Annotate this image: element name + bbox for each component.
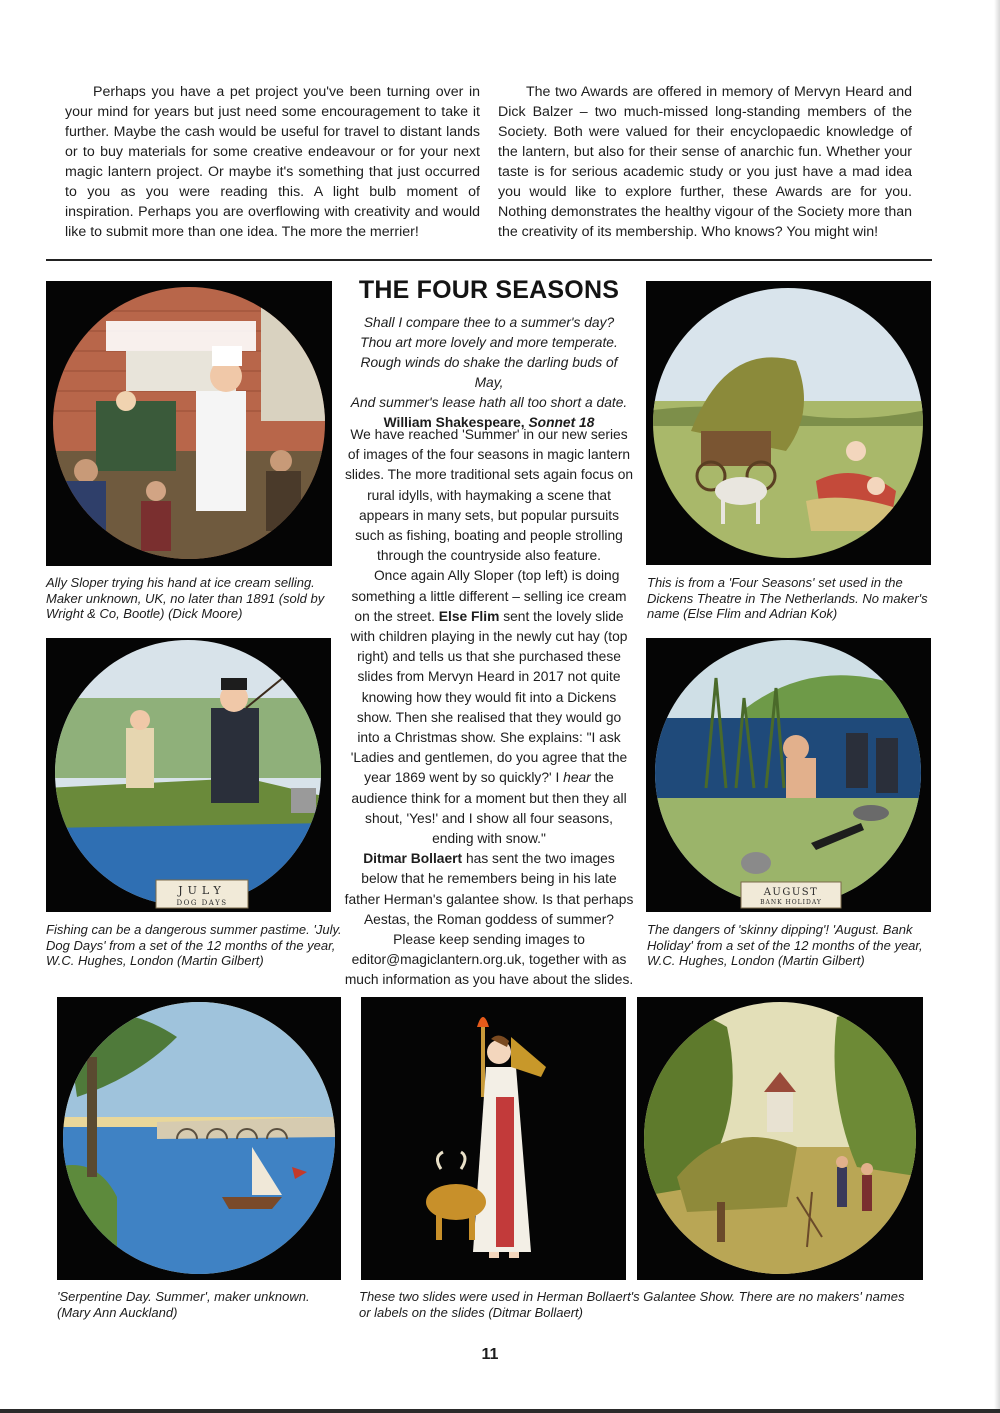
body-paragraph-3: [344, 849, 634, 930]
slide-label-august: AUGUST: [763, 887, 819, 898]
slide-haymaking-children: [646, 281, 931, 565]
contributor-name: Ditmar Bollaert: [363, 851, 463, 867]
body-paragraph-2: [344, 566, 634, 849]
slide-aestas-goddess: [361, 997, 626, 1280]
slide-july-dog-days: [46, 638, 331, 912]
intro-column-left: [65, 82, 480, 242]
august-bathing-illustration: [646, 638, 931, 912]
intro-column-right: [498, 82, 912, 242]
july-fishing-illustration: [46, 638, 331, 912]
caption-haymaking: This is from a 'Four Seasons' set used in the Dickens Theatre in The Netherlands. No maker's name (Else Flim and Adrian Kok): [647, 575, 928, 621]
caption-galantee: These two slides were used in Herman Bollaert's Galantee Show. There are no makers' names or labels on the slides (Ditmar Bollaert): [359, 1289, 905, 1320]
slide-ally-sloper: [46, 281, 332, 566]
body-text-span: the audience think for a moment but then they all shout, 'Yes!' and I show all four seasons, ending with snow.": [351, 770, 627, 847]
body-text-span: sent the lovely slide with children playing in the newly cut hay (top right) and tells us that she purchased these slides from Mervyn Heard in 2017 not quite knowing how they would fit into a Dickens show. Then she realised that they would go into a Christmas show. She explains: "I ask 'Ladies and gentlemen, do you agree that the year 1869 went by so quickly?' I: [350, 608, 628, 786]
intro-paragraph-left: Perhaps you have a pet project you've been turning over in your mind for years but just need some encouragement to take it further. Maybe the cash would be useful for travel to distant lands or to buy materials for some creative endeavour or for your next magic lantern project. Or maybe it's something that just occurred to you as you were reading this. A light bulb moment of inspiration. Perhaps you are overflowing with creativity and would like to submit more than one idea. The more the merrier!: [65, 84, 480, 240]
poem-line: Rough winds do shake the darling buds of May,: [360, 355, 618, 390]
slide-sublabel-august: BANK HOLIDAY: [760, 899, 822, 906]
section-divider: [46, 259, 932, 261]
caption-august: The dangers of 'skinny dipping'! 'August. Bank Holiday' from a set of the 12 months of the year, W.C. Hughes, London (Martin Gilbert): [647, 922, 923, 968]
attribution-author: William Shakespeare,: [383, 415, 525, 430]
intro-paragraph-right: The two Awards are offered in memory of Mervyn Heard and Dick Balzer – two much-missed long-standing members of the Society. Both were valued for their encyclopaedic knowledge of the lantern, but also for their sense of anarchic fun. Whether your taste is for serious academic study or you just have a mad idea you would like to explore further, these Awards are for you. Nothing demonstrates the healthy vigour of the Society more than the creativity of its membership. Who knows? You might win!: [498, 84, 912, 240]
page-number: 11: [481, 1346, 499, 1363]
emphasis-text: hear: [563, 770, 591, 786]
slide-harvest-village: [637, 997, 923, 1280]
slide-serpentine-day: [57, 997, 341, 1280]
poem-line: And summer's lease hath all too short a date.: [350, 395, 628, 410]
body-paragraph-4: Please keep sending images to editor@magiclantern.org.uk, together with as much information as you have about the slides.: [344, 932, 634, 988]
harvest-village-illustration: [637, 997, 923, 1280]
ally-sloper-illustration: [46, 281, 332, 566]
body-text-span: Once again Ally Sloper (top left) is doing something a little different – selling ice cream on the street.: [351, 568, 627, 624]
poem-line: Thou art more lovely and more temperate.: [360, 335, 618, 350]
poem-line: Shall I compare thee to a summer's day?: [363, 315, 615, 330]
body-paragraph-1: We have reached 'Summer' in our new series of images of the four seasons in magic lantern slides. The more traditional sets again focus on rural idylls, with haymaking a scene that appears in many sets, but popular pursuits such as fishing, boating and people strolling through the countryside also feature.: [344, 427, 634, 564]
body-text-span: has sent the two images below that he remembers being in his late father Herman's galantee show. Is that perhaps Aestas, the Roman goddess of summer?: [344, 851, 634, 927]
slide-label-july: JULY: [178, 884, 226, 897]
page-edge-shadow: [994, 0, 1000, 1413]
poem-epigraph: [346, 313, 632, 433]
caption-ally-sloper: Ally Sloper trying his hand at ice cream selling. Maker unknown, UK, no later than 1891 (sold by Wright & Co, Bootle) (Dick Moore): [46, 575, 325, 621]
aestas-goddess-illustration: [361, 997, 626, 1280]
caption-serpentine: 'Serpentine Day. Summer', maker unknown. (Mary Ann Auckland): [57, 1289, 310, 1320]
caption-july: Fishing can be a dangerous summer pastime. 'July. Dog Days' from a set of the 12 months of the year, W.C. Hughes, London (Martin Gilbert): [46, 922, 342, 968]
article-title: THE FOUR SEASONS: [358, 276, 620, 304]
article-body: [344, 425, 634, 991]
contributor-name: Else Flim: [438, 608, 500, 624]
serpentine-boating-illustration: [57, 997, 341, 1280]
slide-sublabel-july: DOG DAYS: [176, 899, 228, 907]
slide-august-bank-holiday: [646, 638, 931, 912]
attribution-work: Sonnet 18: [528, 415, 595, 430]
haymaking-illustration: [646, 281, 931, 565]
page-bottom-edge: [0, 1409, 1000, 1413]
